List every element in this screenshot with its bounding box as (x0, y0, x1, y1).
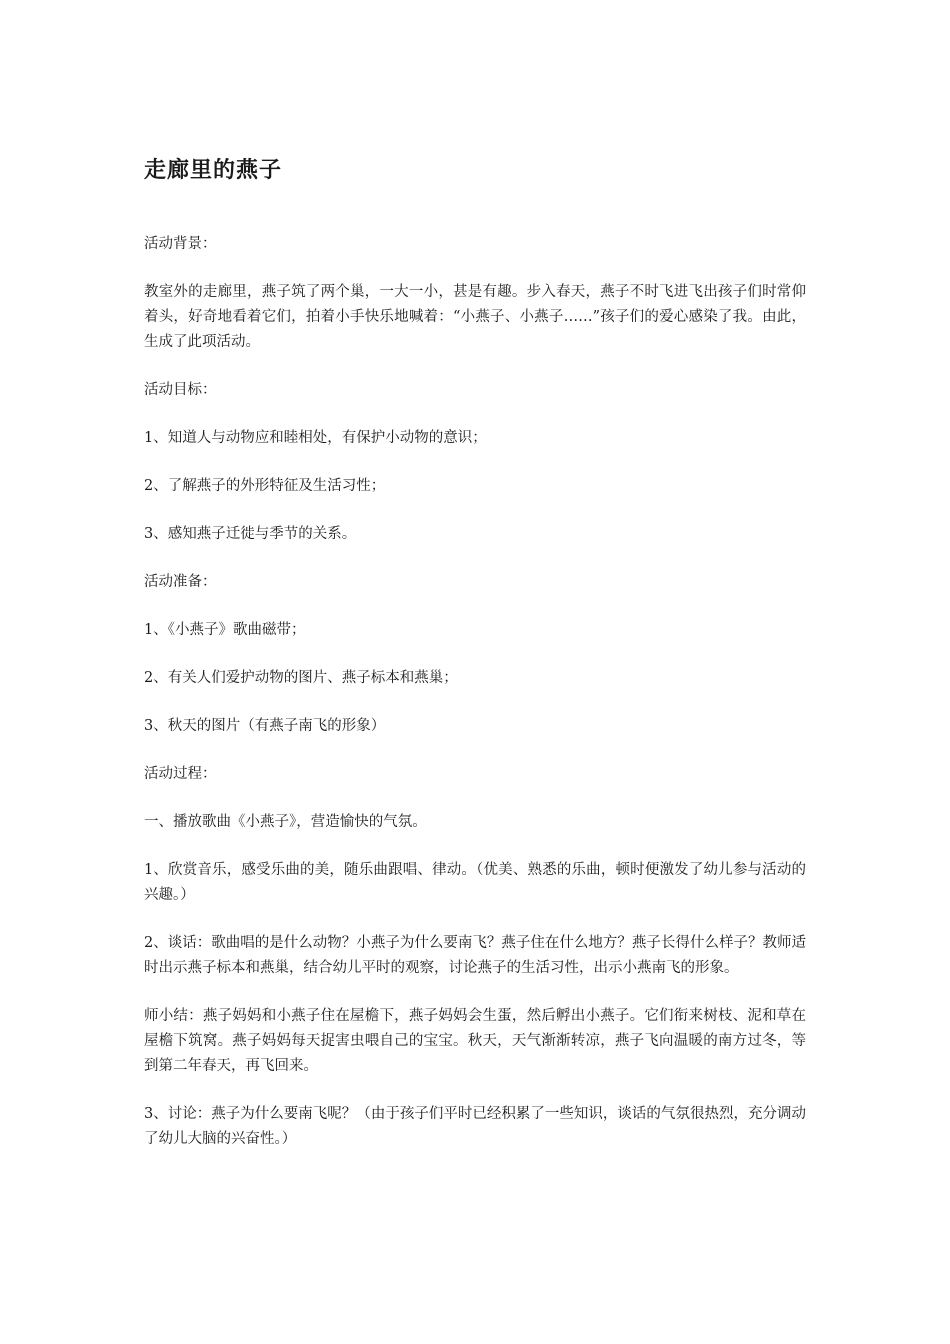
preparation-item-3: 3、秋天的图片（有燕子南飞的形象） (144, 718, 386, 734)
goal-item-1: 1、知道人与动物应和睦相处，有保护小动物的意识； (144, 430, 487, 446)
paragraph-background: 教室外的走廊里，燕子筑了两个巢，一大一小，甚是有趣。步入春天，燕子不时飞进飞出孩子们时常仰着头，好奇地看着它们，拍着小手快乐地喊着：“小燕子、小燕子……”孩子们的爱心感染了我。由此，生成了此项活动。 (144, 284, 806, 350)
section-heading-background: 活动背景： (144, 236, 217, 252)
process-item-3: 3、讨论：燕子为什么要南飞呢？（由于孩子们平时已经积累了一些知识，谈话的气氛很热烈，充分调动了幼儿大脑的兴奋性。） (144, 1106, 806, 1147)
preparation-item-1: 1、《小燕子》歌曲磁带； (144, 622, 306, 638)
section-heading-process: 活动过程： (144, 766, 217, 782)
goal-item-3: 3、感知燕子迁徙与季节的关系。 (144, 526, 357, 542)
process-item-1: 1、欣赏音乐，感受乐曲的美，随乐曲跟唱、律动。（优美、熟悉的乐曲，顿时便激发了幼儿参与活动的兴趣。） (144, 862, 806, 903)
process-item-2: 2、谈话：歌曲唱的是什么动物？小燕子为什么要南飞？燕子住在什么地方？燕子长得什么样子？教师适时出示燕子标本和燕巢，结合幼儿平时的观察，讨论燕子的生活习性，出示小燕南飞的形象。 (144, 935, 806, 976)
document-title: 走廊里的燕子 (144, 158, 283, 183)
document-body (144, 232, 806, 1175)
goal-item-2: 2、了解燕子的外形特征及生活习性； (144, 478, 386, 494)
section-heading-preparation: 活动准备： (144, 574, 217, 590)
process-step-1: 一、播放歌曲《小燕子》，营造愉快的气氛。 (144, 814, 427, 830)
preparation-item-2: 2、有关人们爱护动物的图片、燕子标本和燕巢； (144, 670, 458, 686)
section-heading-goals: 活动目标： (144, 382, 217, 398)
teacher-summary: 师小结：燕子妈妈和小燕子住在屋檐下，燕子妈妈会生蛋，然后孵出小燕子。它们衔来树枝、泥和草在屋檐下筑窝。燕子妈妈每天捉害虫喂自己的宝宝。秋天，天气渐渐转凉，燕子飞向温暖的南方过冬，等到第二年春天，再飞回来。 (144, 1008, 806, 1074)
